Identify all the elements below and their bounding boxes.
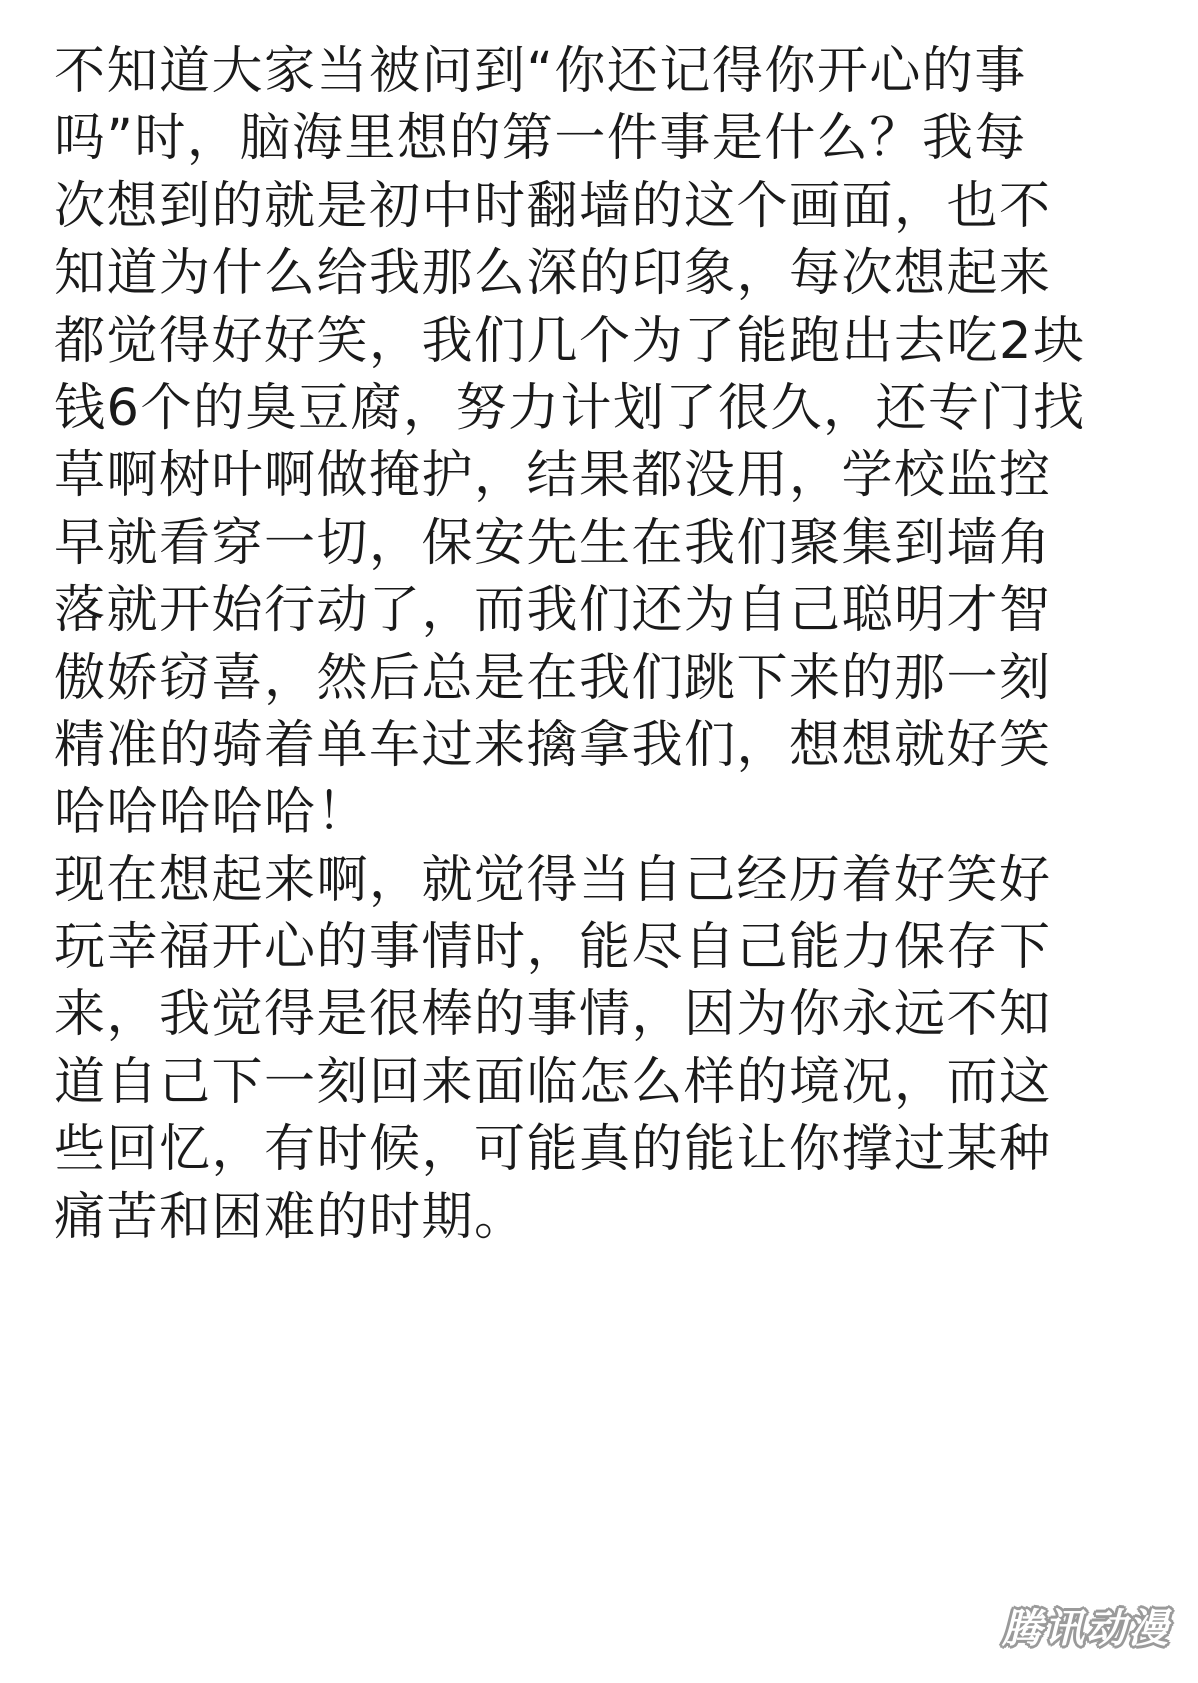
text-line: 哈哈哈哈哈！: [54, 783, 370, 843]
text-line: 精准的骑着单车过来擒拿我们，想想就好笑: [54, 715, 1052, 775]
text-line: 落就开始行动了，而我们还为自己聪明才智: [54, 581, 1052, 641]
text-line: 吗”时，脑海里想的第一件事是什么？我每: [54, 109, 1027, 169]
text-line: 早就看穿一切，保安先生在我们聚集到墙角: [54, 513, 1052, 573]
text-line: 痛苦和困难的时期。: [54, 1187, 527, 1247]
text-line: 不知道大家当被问到“你还记得你开心的事: [54, 42, 1027, 101]
text-line: 现在想起来啊，就觉得当自己经历着好笑好: [54, 850, 1052, 910]
text-line: 傲娇窃喜，然后总是在我们跳下来的那一刻: [54, 648, 1052, 708]
text-line: 来，我觉得是很棒的事情，因为你永远不知: [54, 985, 1052, 1045]
text-line: 些回忆，有时候，可能真的能让你撑过某种: [54, 1120, 1052, 1180]
text-line: 都觉得好好笑，我们几个为了能跑出去吃2块: [54, 311, 1086, 371]
text-line: 道自己下一刻回来面临怎么样的境况，而这: [54, 1052, 1052, 1112]
text-line: 钱6个的臭豆腐，努力计划了很久，还专门找: [54, 378, 1086, 438]
watermark-logo: [960, 1595, 1170, 1655]
article-text: [54, 38, 1154, 1251]
text-line: 次想到的就是初中时翻墙的这个画面，也不: [54, 176, 1052, 236]
watermark-text: 腾讯动漫: [1002, 1605, 1170, 1652]
text-line: 知道为什么给我那么深的印象，每次想起来: [54, 244, 1052, 304]
text-line: 玩幸福开心的事情时，能尽自己能力保存下: [54, 918, 1052, 978]
text-line: 草啊树叶啊做掩护，结果都没用，学校监控: [54, 446, 1052, 506]
